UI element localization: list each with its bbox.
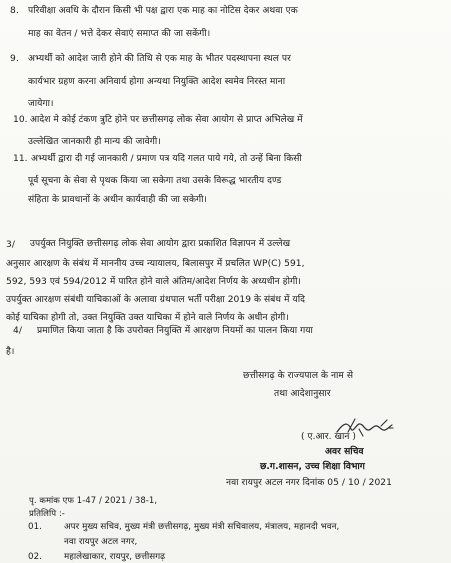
clause-8-line-2: माह का वेतन / भत्ते देकर सेवाएं समाप्त की जा सकेंगी। [28,29,211,39]
paragraph-3-line-3: 592, 593 एवं 594/2012 में पारित होने वाले अंतिम/आदेश निर्णय के अध्यधीन होगी। [6,277,302,287]
copy-list-item-2-number: 02. [28,552,42,562]
closing-line-1: छत्तीसगढ़ के राज्यपाल के नाम से [243,371,354,381]
clause-10-line-2: उल्लेखित जानकारी ही मान्य की जावेगी। [28,137,161,147]
clause-8-number: 8. [10,6,19,16]
paragraph-3-line-5: कोई याचिका होगी तो, उक्त नियुक्ति उक्त याचिका में होने वाले निर्णय के अधीन होगी। [6,313,289,323]
signer-name: ( ए.आर. खान ) [301,432,357,442]
clause-10-number: 10. [13,115,28,125]
clause-11-line-1: अभ्यर्थी द्वारा दी गई जानकारी / प्रमाण पत्र यदि गलत पाये गये, तो उन्हें बिना किसी [31,154,302,164]
signer-designation: अवर सचिव [325,447,364,457]
clause-8-line-1: परिवीक्षा अवधि के दौरान किसी भी पक्ष द्वारा एक माह का नोटिस देकर अथवा एक [28,6,298,16]
copy-list-item-1-line-1: अपर मुख्य सचिव, मुख्य मंत्री छत्तीसगढ़, मुख्य मंत्री सचिवालय, मंत्रालय, महानदी भवन, [64,522,340,532]
clause-10-line-1: आदेश मे कोई टंकण त्रुटि होने पर छत्तीसगढ़ लोक सेवा आयोग से प्राप्त अभिलेख में [30,115,303,125]
clause-9-number: 9. [10,54,19,64]
paragraph-4-number: 4/ [13,326,22,336]
reference-line-2: प्रतिलिपि :- [29,509,65,519]
paragraph-3-number: 3/ [6,240,15,250]
clause-9-line-1: अभ्यर्थी को आदेश जारी होने की तिथि से एक माह के भीतर पदस्थापना स्थल पर [28,54,291,64]
clause-9-line-2: कार्यभार ग्रहण करना अनिवार्य होगा अन्यथा नियुक्ति आदेश स्वमेव निरस्त माना [28,77,286,87]
department-name: छ.ग.शासन, उच्च शिक्षा विभाग [260,462,365,472]
paragraph-4-line-1: प्रमाणित किया जाता है कि उपरोक्त नियुक्ति में आरक्षण नियमों का पालन किया गया [37,326,313,336]
clause-11-line-2: पूर्व सूचना के सेवा से पृथक किया जा सकेगा तथा उसके विरूद्ध भारतीय दण्ड [28,176,282,186]
clause-9-line-3: जायेगा। [28,99,54,109]
paragraph-3-line-1: उपर्युक्त नियुक्ति छत्तीसगढ़ लोक सेवा आयोग द्वारा प्रकाशित विज्ञापन में उल्लेख [30,239,291,249]
reference-line-1: पृ. कमांक एफ 1-47 / 2021 / 38-1, [29,496,158,506]
copy-list-item-2-line-1: महालेखाकार, रायपुर, छत्तीसगढ़ [64,552,166,562]
clause-11-line-3: संहिता के प्रावधानों के अधीन कार्यवाही की जा सकेगी। [28,195,208,205]
paragraph-3-line-2: अनुसार आरक्षण के संबंध में माननीय उच्च न्यायालय, बिलासपुर में प्रचलित WP(C) 591, [6,259,305,269]
clause-11-number: 11. [13,154,28,164]
closing-line-2: तथा आदेशानुसार [274,389,331,399]
copy-list-item-1-number: 01. [28,522,42,532]
copy-list-item-1-line-2: नवा रायपुर अटल नगर, [64,537,138,547]
paragraph-4-line-2: है। [6,347,15,357]
paragraph-3-line-4: उपर्युक्त आरक्षण संबंधी याचिकाओं के अलावा ग्रंथपाल भर्ती परीक्षा 2019 के संबंध में यदि [6,295,305,305]
place-date: नवा रायपुर अटल नगर दिनांक 05 / 10 / 2021 [226,478,392,488]
